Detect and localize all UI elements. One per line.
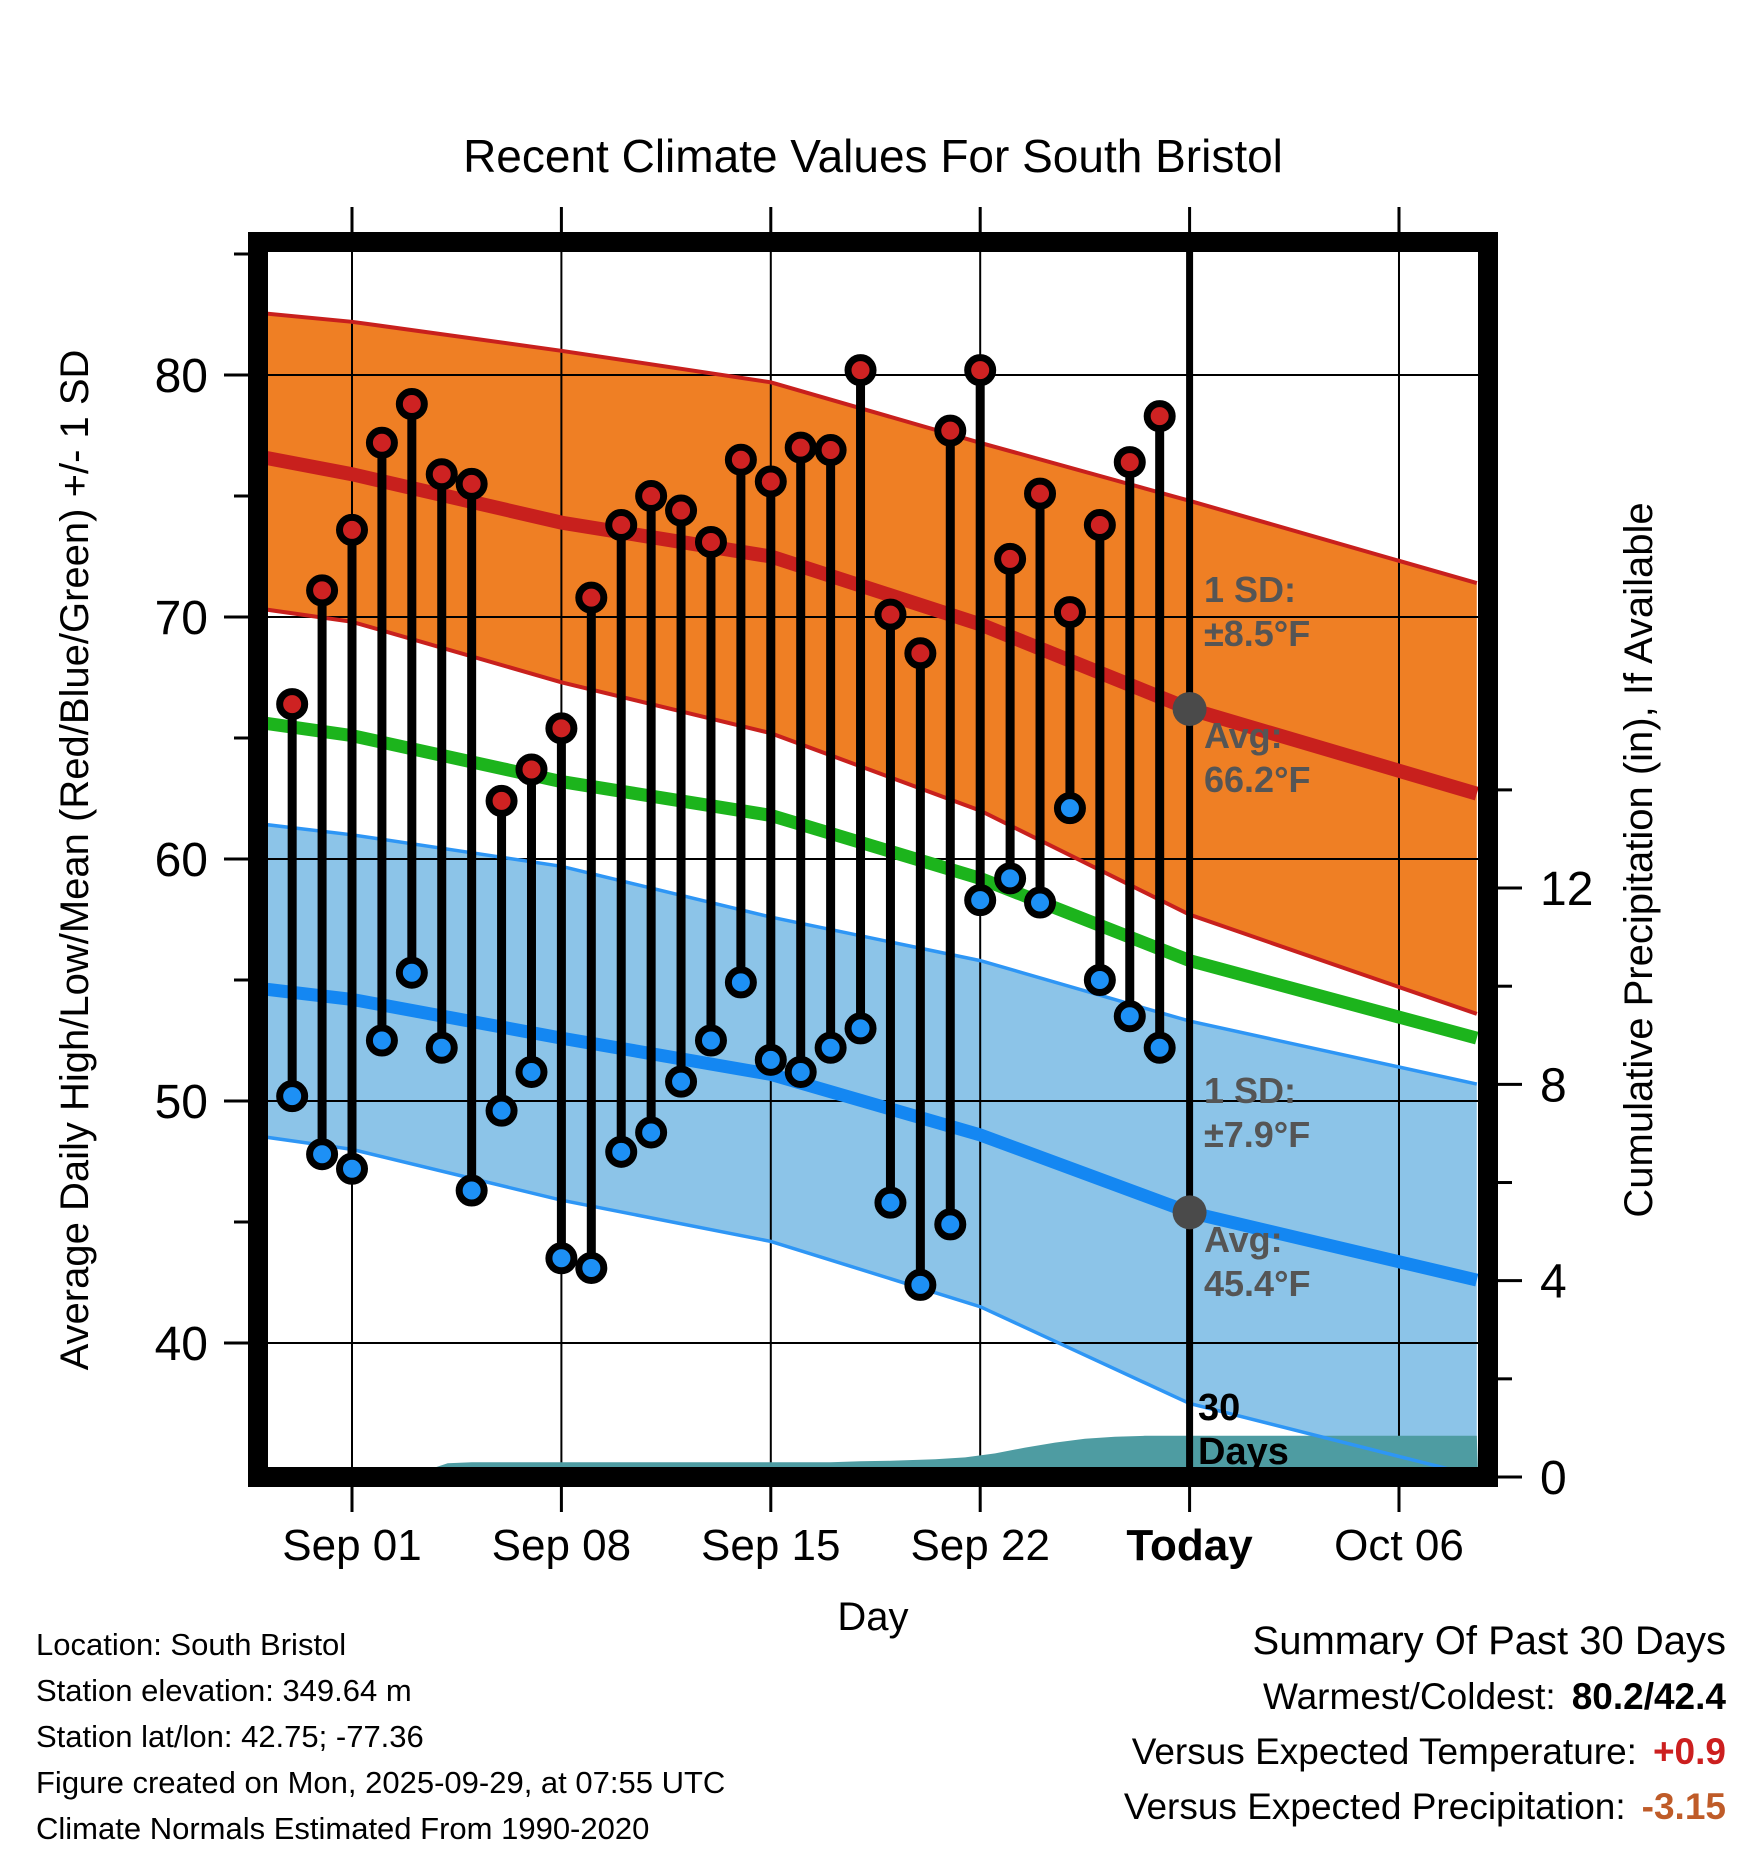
high-sd-label: 1 SD: — [1204, 569, 1297, 610]
daily-high-dot — [758, 469, 783, 494]
daily-high-dot — [878, 602, 903, 627]
daily-high-dot — [639, 484, 664, 509]
today-marker-line1: 30 — [1198, 1387, 1241, 1429]
daily-low-dot — [938, 1212, 963, 1237]
daily-high-dot — [1087, 513, 1112, 538]
daily-high-dot — [310, 578, 335, 603]
daily-high-dot — [728, 447, 753, 472]
high-avg-today-marker — [1173, 692, 1207, 726]
daily-low-dot — [908, 1272, 933, 1297]
station-latlon: Station lat/lon: 42.75; -77.36 — [36, 1719, 424, 1754]
generated-chart-layers — [155, 207, 1594, 1570]
daily-low-dot — [848, 1016, 873, 1041]
low-avg-value: 45.4°F — [1204, 1263, 1311, 1304]
daily-low-dot — [1087, 968, 1112, 993]
daily-low-dot — [549, 1246, 574, 1271]
high-avg-value: 66.2°F — [1204, 759, 1311, 800]
daily-high-dot — [669, 498, 694, 523]
daily-high-dot — [609, 513, 634, 538]
daily-low-dot — [489, 1098, 514, 1123]
low-avg-label: Avg: — [1204, 1219, 1283, 1260]
daily-low-dot — [1147, 1035, 1172, 1060]
daily-high-dot — [369, 430, 394, 455]
summary-title: Summary Of Past 30 Days — [1252, 1619, 1726, 1663]
low-avg-today-marker — [1173, 1195, 1207, 1229]
summary-value: -3.15 — [1641, 1786, 1726, 1827]
x-tick-label: Sep 15 — [701, 1521, 841, 1570]
summary-value: 80.2/42.4 — [1571, 1676, 1726, 1717]
precip-tick-label: 4 — [1540, 1255, 1567, 1309]
daily-low-dot — [1057, 796, 1082, 821]
daily-low-dot — [639, 1120, 664, 1145]
daily-low-dot — [669, 1069, 694, 1094]
daily-high-dot — [1117, 450, 1142, 475]
y-tick-label: 60 — [154, 834, 208, 887]
daily-high-dot — [280, 692, 305, 717]
daily-high-dot — [340, 517, 365, 542]
summary-value: +0.9 — [1652, 1731, 1726, 1772]
x-tick-label: Sep 08 — [491, 1521, 632, 1570]
precip-tick-label: 8 — [1540, 1059, 1567, 1113]
summary-row-warmest-coldest — [1124, 1669, 1726, 1724]
daily-high-dot — [908, 641, 933, 666]
daily-low-dot — [758, 1047, 783, 1072]
x-axis-label: Day — [837, 1595, 909, 1639]
daily-high-dot — [399, 392, 424, 417]
x-tick-label: Oct 06 — [1334, 1521, 1464, 1570]
daily-high-dot — [459, 471, 484, 496]
daily-low-dot — [728, 970, 753, 995]
daily-low-dot — [609, 1139, 634, 1164]
summary-label: Warmest/Coldest: — [1263, 1676, 1556, 1717]
daily-low-dot — [399, 960, 424, 985]
daily-high-dot — [848, 358, 873, 383]
daily-low-dot — [1117, 1004, 1142, 1029]
station-elevation: Station elevation: 349.64 m — [36, 1673, 412, 1708]
daily-high-dot — [519, 757, 544, 782]
daily-low-dot — [1028, 890, 1053, 915]
daily-low-dot — [459, 1178, 484, 1203]
summary-label: Versus Expected Precipitation: — [1123, 1786, 1626, 1827]
right-axis-label: Cumulative Precipitation (in), If Available — [1617, 502, 1661, 1218]
today-marker-line2: Days — [1198, 1431, 1289, 1473]
x-tick-label: Sep 22 — [910, 1521, 1050, 1570]
y-tick-label: 50 — [154, 1076, 208, 1129]
daily-low-dot — [818, 1035, 843, 1060]
left-axis-label: Average Daily High/Low/Mean (Red/Blue/Green) +/- 1 SD — [53, 349, 97, 1371]
daily-high-dot — [549, 716, 574, 741]
high-avg-label: Avg: — [1204, 715, 1283, 756]
y-tick-label: 40 — [154, 1318, 208, 1371]
precip-tick-label: 12 — [1540, 863, 1594, 917]
daily-high-dot — [698, 529, 723, 554]
x-tick-label: Sep 01 — [282, 1521, 422, 1570]
daily-low-dot — [310, 1142, 335, 1167]
daily-low-dot — [998, 866, 1023, 891]
daily-low-dot — [369, 1028, 394, 1053]
daily-high-dot — [818, 438, 843, 463]
daily-low-dot — [579, 1255, 604, 1280]
daily-high-dot — [938, 418, 963, 443]
station-location: Location: South Bristol — [36, 1627, 347, 1662]
chart-title: Recent Climate Values For South Bristol — [463, 130, 1283, 182]
daily-high-dot — [1057, 600, 1082, 625]
daily-high-dot — [579, 585, 604, 610]
high-sd-value: ±8.5°F — [1204, 613, 1311, 654]
x-tick-label: Today — [1126, 1521, 1253, 1570]
daily-low-dot — [968, 888, 993, 913]
daily-low-dot — [788, 1059, 813, 1084]
summary-block — [1124, 1614, 1726, 1834]
figure-created: Figure created on Mon, 2025-09-29, at 07:55 UTC — [36, 1765, 726, 1800]
climate-normals: Climate Normals Estimated From 1990-2020 — [36, 1811, 650, 1846]
daily-high-dot — [1028, 481, 1053, 506]
daily-high-dot — [998, 546, 1023, 571]
precip-tick-label: 0 — [1540, 1452, 1567, 1505]
daily-high-dot — [489, 788, 514, 813]
low-sd-label: 1 SD: — [1204, 1070, 1297, 1111]
daily-high-dot — [788, 435, 813, 460]
daily-low-dot — [878, 1190, 903, 1215]
summary-row-vs-precipitation — [1124, 1779, 1726, 1834]
station-info — [36, 1622, 725, 1852]
daily-high-dot — [429, 462, 454, 487]
summary-row-vs-temperature — [1124, 1724, 1726, 1779]
daily-high-dot — [968, 358, 993, 383]
y-tick-label: 80 — [154, 350, 208, 403]
daily-low-dot — [429, 1035, 454, 1060]
low-sd-value: ±7.9°F — [1204, 1114, 1311, 1155]
daily-low-dot — [519, 1059, 544, 1084]
summary-label: Versus Expected Temperature: — [1131, 1731, 1637, 1772]
daily-high-dot — [1147, 404, 1172, 429]
daily-low-dot — [340, 1156, 365, 1181]
y-tick-label: 70 — [154, 592, 208, 645]
daily-low-dot — [280, 1084, 305, 1109]
daily-low-dot — [698, 1028, 723, 1053]
